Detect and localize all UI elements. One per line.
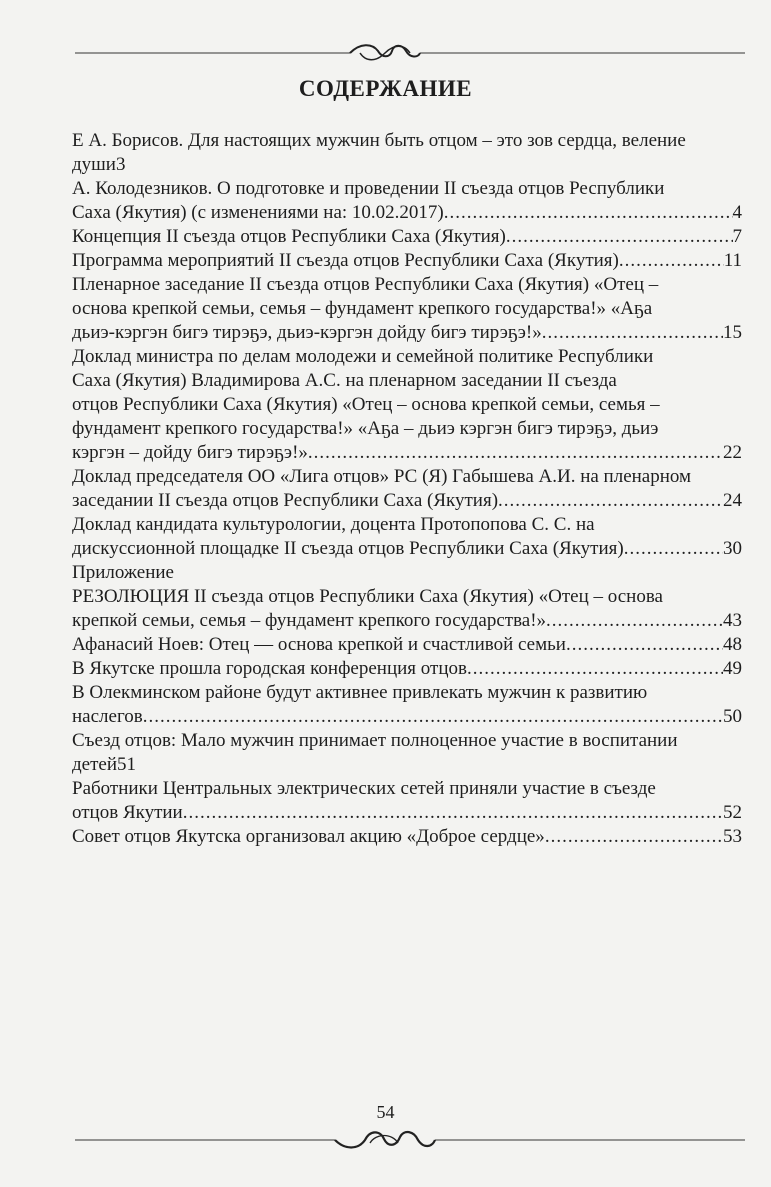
toc-entry-text: Доклад министра по делам молодежи и семейной политике Республики bbox=[72, 346, 654, 367]
toc-page-number: 43 bbox=[723, 610, 742, 631]
dot-leader bbox=[506, 225, 733, 249]
toc-entry bbox=[72, 561, 742, 585]
toc-page-number: 7 bbox=[732, 226, 742, 247]
toc-line bbox=[72, 177, 742, 201]
toc-entry bbox=[72, 273, 742, 345]
toc-entry-text: дьиэ-кэргэн бигэ тирэҕэ, дьиэ-кэргэн дойду бигэ тирэҕэ!» bbox=[72, 322, 542, 343]
toc-entry-text: отцов Якутии bbox=[72, 802, 183, 823]
toc-page-number: 49 bbox=[723, 658, 742, 679]
toc-entry bbox=[72, 225, 742, 249]
toc-page-number: 22 bbox=[723, 442, 742, 463]
toc-entry-text: В Олекминском районе будут активнее привлекать мужчин к развитию bbox=[72, 682, 648, 703]
toc-entry-text: Е А. Борисов. Для настоящих мужчин быть отцом – это зов сердца, веление bbox=[72, 130, 686, 151]
toc-line bbox=[72, 729, 742, 753]
toc-page-number: 4 bbox=[732, 202, 742, 223]
toc-page-number: 52 bbox=[723, 802, 742, 823]
toc-line bbox=[72, 633, 742, 657]
toc-line bbox=[72, 561, 742, 585]
page-title: СОДЕРЖАНИЕ bbox=[298, 76, 473, 101]
toc-line bbox=[72, 705, 742, 729]
toc-line bbox=[72, 249, 742, 273]
toc-line bbox=[72, 129, 742, 153]
toc-entry bbox=[72, 249, 742, 273]
toc-entry-text: Доклад кандидата культурологии, доцента Протопопова С. С. на bbox=[72, 514, 595, 535]
toc-entry-text: РЕЗОЛЮЦИЯ II съезда отцов Республики Саха (Якутия) «Отец – основа bbox=[72, 586, 663, 607]
toc-entry-text: дискуссионной площадке II съезда отцов Республики Саха (Якутия) bbox=[72, 538, 624, 559]
toc-entry bbox=[72, 777, 742, 825]
toc-line bbox=[72, 753, 742, 777]
toc-entry-text: кэргэн – дойду бигэ тирэҕэ!» bbox=[72, 442, 308, 463]
toc-entry bbox=[72, 729, 742, 777]
toc-entry bbox=[72, 585, 742, 633]
toc-line bbox=[72, 201, 742, 225]
toc-entry bbox=[72, 633, 742, 657]
toc-entry-text: А. Колодезников. О подготовке и проведении II съезда отцов Республики bbox=[72, 178, 665, 199]
toc-entry-text: Съезд отцов: Мало мужчин принимает полноценное участие в воспитании bbox=[72, 730, 678, 751]
toc-line bbox=[72, 273, 742, 297]
toc-line bbox=[72, 369, 742, 393]
toc-entry-text: души3 bbox=[72, 154, 126, 175]
dot-leader bbox=[566, 633, 723, 657]
toc-line bbox=[72, 609, 742, 633]
bottom-ornament-divider bbox=[0, 1125, 771, 1155]
toc-entry-text: Программа мероприятий II съезда отцов Республики Саха (Якутия) bbox=[72, 250, 619, 271]
toc-entry-text: заседании II съезда отцов Республики Саха (Якутия) bbox=[72, 490, 499, 511]
toc-line bbox=[72, 393, 742, 417]
dot-leader bbox=[143, 705, 723, 729]
dot-leader bbox=[619, 249, 724, 273]
toc-line bbox=[72, 801, 742, 825]
toc-line bbox=[72, 681, 742, 705]
toc-entry bbox=[72, 345, 742, 465]
toc-entry bbox=[72, 465, 742, 513]
toc-line bbox=[72, 657, 742, 681]
toc-entry-text: Саха (Якутия) (с изменениями на: 10.02.2017) bbox=[72, 202, 444, 223]
dot-leader bbox=[467, 657, 723, 681]
toc-line bbox=[72, 489, 742, 513]
toc-entry-text: Работники Центральных электрических сетей приняли участие в съезде bbox=[72, 778, 656, 799]
toc-page-number: 11 bbox=[723, 250, 742, 271]
toc-entry bbox=[72, 513, 742, 561]
toc-line bbox=[72, 513, 742, 537]
dot-leader bbox=[624, 537, 723, 561]
toc-line bbox=[72, 153, 742, 177]
toc-entry-text: Доклад председателя ОО «Лига отцов» РС (Я) Габышева А.И. на пленарном bbox=[72, 466, 692, 487]
toc-entry bbox=[72, 657, 742, 681]
toc-page-number: 50 bbox=[723, 706, 742, 727]
dot-leader bbox=[545, 825, 723, 849]
toc-entry-text: Афанасий Ноев: Отец — основа крепкой и счастливой семьи bbox=[72, 634, 566, 655]
table-of-contents bbox=[72, 129, 742, 849]
toc-page-number: 30 bbox=[723, 538, 742, 559]
toc-entry-text: Пленарное заседание II съезда отцов Республики Саха (Якутия) «Отец – bbox=[72, 274, 659, 295]
dot-leader bbox=[542, 321, 723, 345]
toc-line bbox=[72, 825, 742, 849]
page-number: 54 bbox=[376, 1102, 395, 1122]
toc-entry-text: фундамент крепкого государства!» «Аҕа – дьиэ кэргэн бигэ тирэҕэ, дьиэ bbox=[72, 418, 659, 439]
toc-page-number: 48 bbox=[723, 634, 742, 655]
toc-entry bbox=[72, 681, 742, 729]
toc-entry bbox=[72, 825, 742, 849]
toc-entry-text: основа крепкой семьи, семья – фундамент крепкого государства!» «Аҕа bbox=[72, 298, 653, 319]
toc-page-number: 15 bbox=[723, 322, 742, 343]
toc-line bbox=[72, 225, 742, 249]
toc-page-number: 24 bbox=[723, 490, 742, 511]
toc-entry-text: В Якутске прошла городская конференция отцов bbox=[72, 658, 467, 679]
toc-entry-text: отцов Республики Саха (Якутия) «Отец – основа крепкой семьи, семья – bbox=[72, 394, 660, 415]
toc-line bbox=[72, 585, 742, 609]
toc-entry bbox=[72, 129, 742, 177]
toc-entry-text: наслегов bbox=[72, 706, 143, 727]
toc-line bbox=[72, 537, 742, 561]
top-ornament-divider bbox=[0, 38, 771, 68]
dot-leader bbox=[308, 441, 723, 465]
toc-entry-text: детей51 bbox=[72, 754, 137, 775]
toc-line bbox=[72, 441, 742, 465]
toc-line bbox=[72, 465, 742, 489]
toc-entry-text: крепкой семьи, семья – фундамент крепкого государства!» bbox=[72, 610, 547, 631]
dot-leader bbox=[444, 201, 733, 225]
toc-entry bbox=[72, 177, 742, 225]
toc-line bbox=[72, 297, 742, 321]
dot-leader bbox=[546, 609, 723, 633]
toc-entry-text: Саха (Якутия) Владимирова А.С. на пленарном заседании II съезда bbox=[72, 370, 617, 391]
toc-line bbox=[72, 777, 742, 801]
toc-entry-text: Совет отцов Якутска организовал акцию «Доброе сердце» bbox=[72, 826, 545, 847]
toc-line bbox=[72, 417, 742, 441]
toc-page-number: 53 bbox=[723, 826, 742, 847]
dot-leader bbox=[498, 489, 723, 513]
toc-entry-text: Концепция II съезда отцов Республики Саха (Якутия) bbox=[72, 226, 506, 247]
dot-leader bbox=[183, 801, 723, 825]
toc-line bbox=[72, 345, 742, 369]
toc-entry-text: Приложение bbox=[72, 562, 174, 583]
toc-line bbox=[72, 321, 742, 345]
